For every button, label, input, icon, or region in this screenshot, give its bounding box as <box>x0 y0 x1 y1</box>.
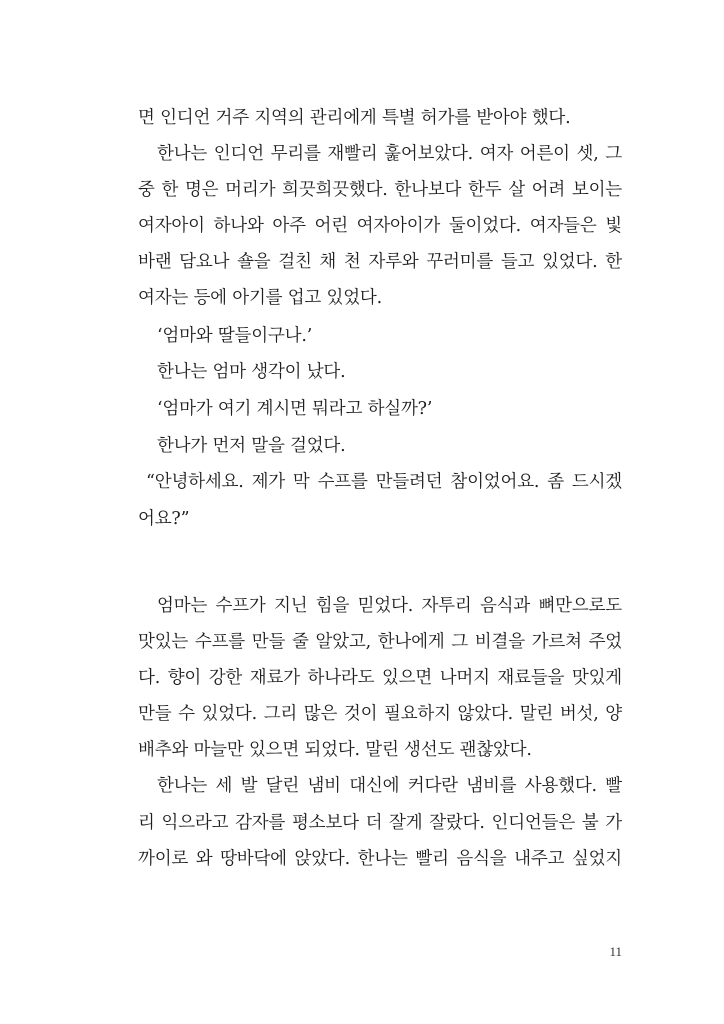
dialogue-line: 어요?” <box>138 509 190 529</box>
dialogue-line: “안녕하세요. 제가 막 수프를 만들려던 참이었어요. 좀 드시겠 <box>146 472 622 492</box>
text-line: 까이로 와 땅바닥에 앉았다. 한나는 빨리 음식을 내주고 싶었지 <box>138 849 622 869</box>
text-line: 엄마는 수프가 지닌 힘을 믿었다. 자투리 음식과 뼈만으로도 <box>157 596 622 616</box>
thought-line: ‘엄마가 여기 계시면 뭐라고 하실까?’ <box>157 399 433 419</box>
text-line: 중 한 명은 머리가 희끗희끗했다. 한나보다 한두 살 어려 보이는 <box>138 180 622 200</box>
text-line: 다. 향이 강한 재료가 하나라도 있으면 나머지 재료들을 맛있게 <box>138 668 622 688</box>
text-line: 만들 수 있었다. 그리 많은 것이 필요하지 않았다. 말린 버섯, 양 <box>138 704 622 724</box>
text-line: 바랜 담요나 숄을 걸친 채 천 자루와 꾸러미를 들고 있었다. 한 <box>138 252 622 272</box>
text-line: 리 익으라고 감자를 평소보다 더 잘게 잘랐다. 인디언들은 불 가 <box>138 813 622 833</box>
text-line: 여자는 등에 아기를 업고 있었다. <box>138 288 382 308</box>
text-line: 한나가 먼저 말을 걸었다. <box>157 436 346 456</box>
text-line: 한나는 엄마 생각이 났다. <box>157 362 346 382</box>
text-line: 여자아이 하나와 아주 어린 여자아이가 둘이었다. 여자들은 빛 <box>138 216 622 236</box>
text-line: 한나는 인디언 무리를 재빨리 훑어보았다. 여자 어른이 셋, 그 <box>157 144 622 164</box>
text-line: 배추와 마늘만 있으면 되었다. 말린 생선도 괜찮았다. <box>138 740 532 760</box>
text-line: 면 인디언 거주 지역의 관리에게 특별 허가를 받아야 했다. <box>138 108 571 128</box>
text-line: 맛있는 수프를 만들 줄 알았고, 한나에게 그 비결을 가르쳐 주었 <box>138 632 622 652</box>
page-number: 11 <box>609 944 622 959</box>
text-line: 한나는 세 발 달린 냄비 대신에 커다란 냄비를 사용했다. 빨 <box>157 776 622 796</box>
thought-line: ‘엄마와 딸들이구나.’ <box>157 326 313 346</box>
